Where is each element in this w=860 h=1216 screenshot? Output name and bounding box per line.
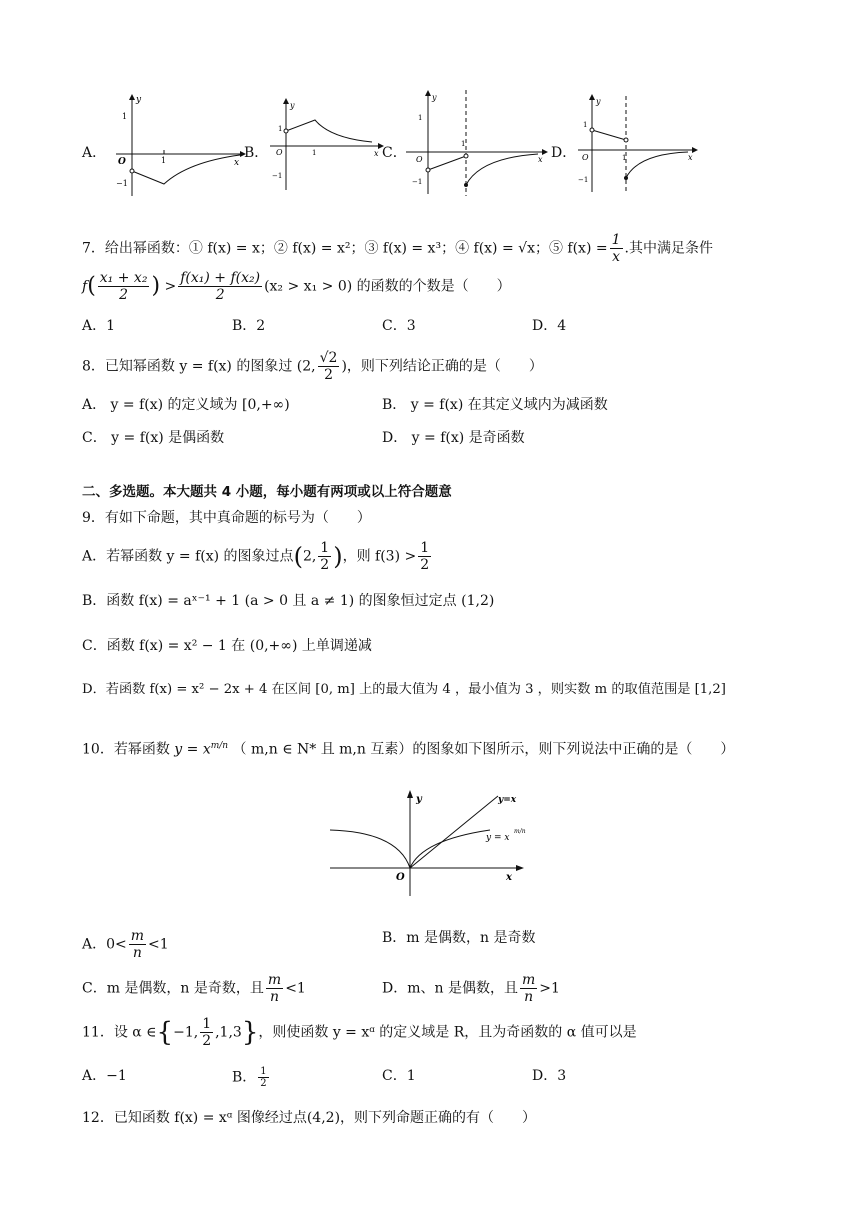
- q6a-x-label: x: [234, 158, 240, 168]
- q10-exp: m/n: [210, 741, 229, 751]
- q10-option-d: [382, 972, 560, 1005]
- q8-frac-num: √2: [319, 350, 338, 366]
- q10c-den: n: [270, 989, 280, 1005]
- q9-option-d: D．若函数 f(x) = x² − 2x + 4 在区间 [0, m] 上的最大值为 4 ，最小值为 3 ，则实数 m 的取值范围是 [1,2]: [82, 682, 726, 697]
- q7-option-c: C．3: [382, 318, 416, 334]
- q10d-text: D．m、n 是偶数，且: [382, 980, 518, 997]
- q6b-origin: O: [276, 148, 283, 157]
- q11-den: 2: [202, 1033, 212, 1049]
- q11-stem-text: 11．设 α ∈: [82, 1024, 157, 1041]
- q11-set-tail: ,1,3: [215, 1024, 242, 1041]
- q7-frac: [610, 232, 623, 265]
- q6c-xtick-1: 1: [461, 140, 466, 148]
- q7-cond-num2: f(x₁) + f(x₂): [180, 270, 261, 286]
- q9-option-c: C．函数 f(x) = x² − 1 在 (0,+∞) 上单调递减: [82, 638, 372, 654]
- q11-frac: [200, 1016, 213, 1049]
- q8-option-c: C． y = f(x) 是偶函数: [82, 430, 225, 446]
- q6c-tick-neg1: −1: [412, 178, 423, 186]
- q6d-tick-neg1: −1: [578, 176, 589, 184]
- q11-stem-tail: ，则使函数 y = xᵅ 的定义域是 R，且为奇函数的 α 值可以是: [258, 1024, 637, 1041]
- q10c-text: C．m 是偶数，n 是奇数，且: [82, 980, 264, 997]
- q6c-y-label: y: [432, 93, 437, 102]
- q8-option-d: D． y = f(x) 是奇函数: [382, 430, 525, 446]
- q7-cond-f: f: [82, 278, 88, 295]
- q10a-text: A．0<: [82, 936, 127, 953]
- q11b-frac: [258, 1066, 268, 1089]
- q10a-num: m: [130, 928, 145, 944]
- q8-frac: [318, 350, 340, 383]
- q11-num: 1: [202, 1016, 212, 1032]
- q7-cond-frac2: [178, 270, 262, 303]
- q10-yx-label: y=x: [498, 795, 517, 805]
- q7-frac-num: 1: [611, 232, 621, 248]
- q10-stem-tail: （ m,n ∈ N* 且 m,n 互素）的图象如下图所示，则下列说法中正确的是（ ）: [232, 741, 735, 758]
- q10d-frac: [520, 972, 537, 1005]
- q9a-den2: 2: [420, 557, 430, 573]
- q8-option-a: A． y = f(x) 的定义域为 [0,+∞): [82, 397, 290, 413]
- q6a-tick-neg1: −1: [116, 179, 128, 188]
- q6-graph-d: [570, 92, 700, 194]
- q8-stem-text: 8．已知幂函数 y = f(x) 的图象过 (2,: [82, 358, 316, 375]
- q6d-tick-1: 1: [583, 121, 588, 129]
- q10-graph: [330, 788, 530, 900]
- q7-option-b: B．2: [232, 318, 266, 334]
- q10a-tail: <1: [148, 936, 169, 953]
- q10-option-c: [82, 972, 306, 1005]
- q10-origin: O: [396, 872, 405, 883]
- q10d-den: n: [524, 989, 534, 1005]
- q6a-origin: O: [118, 157, 126, 167]
- q9a-mid: ，则 f(3) >: [342, 548, 417, 565]
- q9-option-b: B．函数 f(x) = aˣ⁻¹ + 1 (a > 0 且 a ≠ 1) 的图象恒过定点 (1,2): [82, 593, 495, 609]
- section-heading: 二、多选题。本大题共 4 小题，每小题有两项或以上符合题意: [82, 484, 452, 500]
- q10-x-label: x: [506, 872, 512, 883]
- q7-frac-den: x: [612, 249, 620, 265]
- q6b-tick-1: 1: [278, 125, 283, 133]
- q8-stem-tail: )，则下列结论正确的是（ ）: [341, 358, 543, 375]
- q10c-frac: [266, 972, 283, 1005]
- q7-option-d: D．4: [532, 318, 567, 334]
- q10-stem-text: 10．若幂函数: [82, 741, 170, 758]
- q7-cond-gt: >: [164, 278, 177, 295]
- q9a-den: 2: [320, 557, 330, 573]
- q10c-num: m: [267, 972, 282, 988]
- q10c-tail: <1: [285, 980, 306, 997]
- q7-stem-tail: .其中满足条件: [624, 240, 713, 257]
- q11-stem: 11．设 α ∈{−1, $\frac{1}{2}$ ,1,3}，则使函数 y = xᵅ 的定义域是 R，且为奇函数的 α 值可以是: [82, 1016, 637, 1049]
- q6-graph-a: [108, 92, 248, 202]
- q11b-den: 2: [260, 1078, 267, 1089]
- q11-option-b: [232, 1066, 271, 1089]
- q10-curve-label: y = x: [486, 833, 510, 843]
- q10-option-b: B．m 是偶数，n 是奇数: [382, 930, 536, 946]
- q9a-frac2: [418, 540, 431, 573]
- q6-graph-b: [262, 96, 386, 192]
- q9-option-a: A．若幂函数 y = f(x) 的图象过点(2, $\frac{1}{2}$ )，则 f(3) > $\frac{1}{2}$: [82, 540, 430, 573]
- q9-stem: 9．有如下命题，其中真命题的标号为（ ）: [82, 510, 371, 526]
- q7-option-a: A．1: [82, 318, 116, 334]
- q6a-tick-1: 1: [122, 112, 128, 121]
- q11-set: −1,: [173, 1024, 199, 1041]
- q6-option-b-label: B．: [244, 145, 269, 161]
- q9a-frac: [318, 540, 331, 573]
- q8-stem: [82, 350, 543, 383]
- q7-cond-num1: x₁ + x₂: [99, 270, 148, 286]
- q11b-num: 1: [260, 1066, 267, 1077]
- q10-curve-exp: m/n: [514, 828, 526, 835]
- q9a-num: 1: [320, 540, 330, 556]
- q8-frac-den: 2: [324, 367, 333, 383]
- q10-power: y = x: [174, 741, 211, 758]
- q10-stem: [82, 736, 734, 760]
- q11-option-a: A．−1: [82, 1068, 127, 1084]
- q11-option-d: D．3: [532, 1068, 567, 1084]
- q10a-frac: [129, 928, 146, 961]
- q6b-x-label: x: [374, 149, 379, 158]
- q9a-point: 2,: [302, 548, 317, 565]
- q6d-origin: O: [582, 153, 589, 162]
- q6-option-c-label: C．: [382, 145, 407, 161]
- q10d-tail: >1: [539, 980, 560, 997]
- q11-option-c: C．1: [382, 1068, 416, 1084]
- q6a-y-label: y: [136, 95, 142, 105]
- q6c-tick-1: 1: [418, 114, 423, 122]
- q10d-num: m: [521, 972, 536, 988]
- q9a-num2: 1: [420, 540, 430, 556]
- q6-graph-c: [398, 88, 550, 198]
- q7-stem: [82, 232, 713, 265]
- q10-option-a: [82, 928, 169, 961]
- q7-stem-text: 7．给出幂函数：① f(x) = x；② f(x) = x²；③ f(x) = x³；④ f(x) = √x；⑤ f(x) =: [82, 240, 608, 257]
- q10-y-label: y: [416, 794, 422, 805]
- q6b-xtick-1: 1: [312, 149, 317, 157]
- q7-cond-den1: 2: [119, 287, 129, 303]
- q6c-x-label: x: [538, 155, 543, 164]
- q7-cond-den2: 2: [215, 287, 225, 303]
- q6d-xtick-1: 1: [622, 154, 627, 162]
- q7-cond-frac1: [98, 270, 150, 303]
- q6d-x-label: x: [688, 153, 693, 162]
- q6b-y-label: y: [290, 101, 295, 110]
- q12-stem: 12．已知函数 f(x) = xᵅ 图像经过点(4,2)，则下列命题正确的有（ ）: [82, 1110, 537, 1126]
- q6-option-a-label: A．: [82, 145, 107, 161]
- q7-condition: f( $\frac{\text{x₁ + x₂}}{2}$ ) > $\frac{\text{f(x₁) + f(x₂)}}{2}$ (x₂ > x₁ > 0) 的函数的个数是（ ）: [82, 270, 511, 303]
- q10a-den: n: [132, 945, 142, 961]
- q9a-text: A．若幂函数 y = f(x) 的图象过点: [82, 548, 294, 565]
- q6b-tick-neg1: −1: [272, 172, 283, 180]
- q6d-y-label: y: [596, 97, 601, 106]
- q11b-text: B．: [232, 1069, 257, 1086]
- q7-cond-tail: (x₂ > x₁ > 0) 的函数的个数是（ ）: [264, 278, 511, 295]
- q6-option-d-label: D．: [551, 145, 577, 161]
- q8-option-b: B． y = f(x) 在其定义域内为减函数: [382, 397, 608, 413]
- q6c-origin: O: [416, 155, 423, 164]
- q6a-xtick-1: 1: [161, 156, 167, 165]
